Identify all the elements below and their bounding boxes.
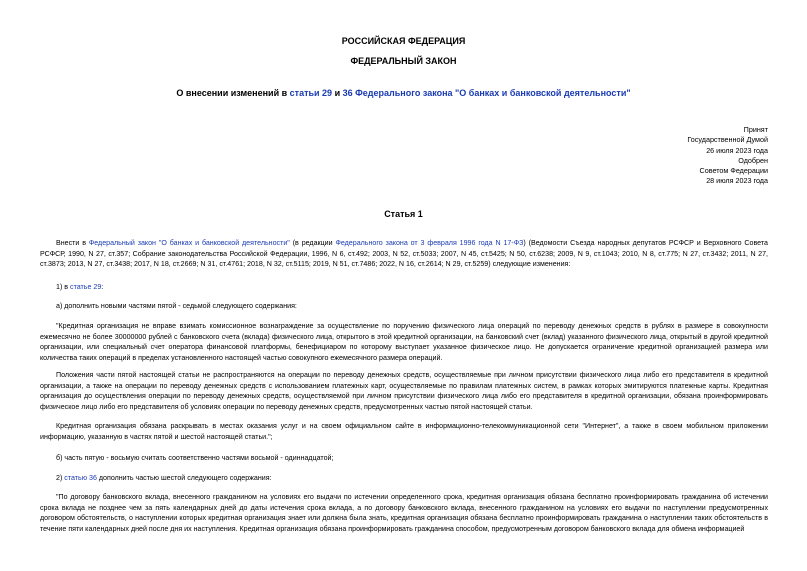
title-link-article-29[interactable]: статьи 29 <box>289 88 333 98</box>
sub-item-b: б) часть пятую - восьмую считать соответственно частями восьмой - одиннадцатой; <box>56 454 334 462</box>
law-type-heading: ФЕДЕРАЛЬНЫЙ ЗАКОН <box>350 56 457 66</box>
approval-block <box>600 125 768 187</box>
item-1 <box>40 282 768 293</box>
item-1-link-article-29[interactable]: статье 29 <box>70 283 102 291</box>
quote-paragraph-2: "По договору банковского вклада, внесенного гражданином на условиях его выдачи по истечении определенного срока, кредитная организация обязана бесплатно проинформировать гражданина об истечении срока вклада не позднее чем за пять календарных дней до даты истечения срока вклада, а по договору банковского вклада, внесенного гражданином на условиях его выдачи по наступлении предусмотренных договором обстоятельств, о наступлении которых кредитная организация знает или должна была знать, кредитная организация обязана бесплатно проинформировать гражданина о наступлении таких обстоятельств в течение пяти календарных дней после дня их наступления. Кредитная организация обязана проинформировать гражданина способом, предусмотренным договором банковского вклада для обмена информацией <box>40 493 768 533</box>
item-2-prefix: 2) <box>56 474 65 482</box>
federation-heading: РОССИЙСКАЯ ФЕДЕРАЦИЯ <box>341 36 466 46</box>
approval-line: Государственной Думой <box>687 135 768 145</box>
item-2-suffix: дополнить частью шестой следующего содержания: <box>96 474 272 482</box>
title-text-2: и <box>332 88 343 98</box>
paragraph-2: Положения части пятой настоящей статьи не распространяются на операции по переводу денежных средств, осуществляемые при личном присутствии физического лица либо его представителя в кредитной организации, а также на операции по переводу денежных средств с использованием платежных карт, осуществляемые по правилам платежных систем, в рамках которых эмитируются платежные карты. Кредитная организация до осуществления операции по переводу денежных средств, осуществляемой при личном присутствии физического лица либо его представителя в кредитной организации, обязана проинформировать физическое лицо либо его представителя об условиях операции по переводу денежных средств, предусмотренных частью пятой настоящей статьи. <box>40 371 768 411</box>
sub-item-a: а) дополнить новыми частями пятой - седьмой следующего содержания: <box>56 302 297 310</box>
title-text-1: О внесении изменений в <box>176 88 290 98</box>
intro-text-1: Внести в <box>56 239 89 247</box>
intro-link-law-17fz[interactable]: Федерального закона от 3 февраля 1996 года N 17-ФЗ <box>335 239 524 247</box>
item-2-link-article-36[interactable]: статью 36 <box>64 474 97 482</box>
intro-link-federal-law[interactable]: Федеральный закон "О банках и банковской деятельности" <box>88 239 290 247</box>
approval-line: 26 июля 2023 года <box>706 145 768 155</box>
law-title <box>0 88 807 98</box>
approval-line: Советом Федерации <box>699 166 768 176</box>
item-1-prefix: 1) в <box>56 283 71 291</box>
article-heading: Статья 1 <box>384 209 423 219</box>
approval-line: Одобрен <box>738 155 768 165</box>
intro-text-3: ) (Ведомости Съезда народных депутатов РСФСР и Верховного Совета РСФСР, 1990, N 27, ст.357; Собрание законодательства Российской Федерации, 1996, N 6, ст.492; 2003, N 52, ст.5033; 2007, N 45, ст.5425; N 50, ст.6238; 2009, N 9, ст.1043; 2010, N 8, ст.775; N 27, ст.3432; 2011, N 27, ст.3873; 2013, N 27, ст.3438; 2017, N 18, ст.2669; N 31, ст.4761; 2018, N 32, ст.5115; 2019, N 51, ст.7486; 2022, N 16, ст.2614; N 29, ст.5259) следующие изменения: <box>40 239 768 269</box>
item-2 <box>40 473 768 484</box>
quote-paragraph-1: "Кредитная организация не вправе взимать комиссионное вознаграждение за осуществление по поручению физического лица операций по переводу денежных средств в рублях в размере в совокупности ежемесячно не более 30000000 рублей с банковского счета (вклада) физического лица, открытого в этой кредитной организации, на банковский счет (вклад) указанного физического лица, открытый в другой кредитной организации, или специальный счет оператора финансовой платформы, бенефициаром по которому выступает указанное физическое лицо. Не допускается ограничение кредитной организацией размера или количества таких операций в пределах установленного настоящей частью совокупного ежемесячного размера операций. <box>40 322 768 362</box>
approval-line: Принят <box>743 125 768 134</box>
approval-line: 28 июля 2023 года <box>706 176 768 186</box>
item-1-suffix: : <box>101 283 104 291</box>
paragraph-3: Кредитная организация обязана раскрывать в местах оказания услуг и на своем официальном сайте в информационно-телекоммуникационной сети "Интернет", а также в своем мобильном приложении информацию, указанную в частях пятой и шестой настоящей статьи."; <box>40 422 768 441</box>
title-link-article-36[interactable]: 36 Федерального закона "О банках и банковской деятельности" <box>342 88 631 98</box>
intro-text-2: (в редакции <box>289 239 336 247</box>
intro-paragraph <box>40 238 768 270</box>
